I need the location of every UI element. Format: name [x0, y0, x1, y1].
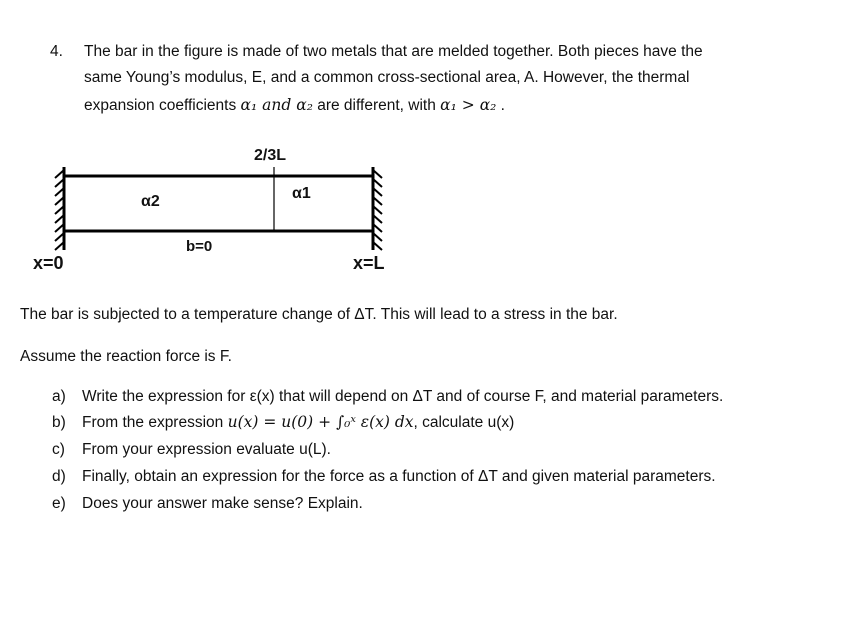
body-force-label: b=0 [186, 238, 213, 255]
question-text-post: , calculate u(x) [413, 414, 515, 431]
right-end-label: x=L [353, 253, 385, 273]
question-letter: d) [52, 468, 66, 485]
greater-than: > [456, 96, 480, 114]
left-end-label: x=0 [33, 253, 64, 273]
interface-position-label: 2/3L [254, 147, 287, 164]
problem-intro-line-3 [84, 94, 505, 117]
problem-intro-line-1: The bar in the figure is made of two metals that are melded together. Both pieces have the [84, 43, 703, 60]
right-material-label: α1 [292, 185, 311, 202]
alpha2-symbol-2: α₂ [479, 96, 497, 114]
question-letter: e) [52, 495, 66, 512]
question-letter: b) [52, 414, 66, 431]
reaction-force-assumption: Assume the reaction force is F. [20, 348, 232, 365]
question-letter: c) [52, 441, 65, 458]
left-material-label: α2 [141, 193, 160, 210]
question-text: From your expression evaluate u(L). [82, 441, 331, 458]
question-letter: a) [52, 388, 66, 405]
question-b [52, 411, 514, 434]
line-period: . [496, 97, 505, 114]
problem-intro-line-2: same Young’s modulus, E, and a common cross-sectional area, A. However, the thermal [84, 69, 690, 86]
alpha1-symbol: α₁ [240, 96, 258, 114]
alpha1-symbol-2: α₁ [440, 96, 457, 114]
intro-line-3-pre: expansion coefficients [84, 97, 241, 114]
temperature-statement: The bar is subjected to a temperature change of ΔT. This will lead to a stress in the bar. [20, 306, 618, 323]
question-text-pre: From the expression [82, 414, 228, 431]
question-c [52, 438, 331, 461]
problem-number: 4. [50, 43, 63, 60]
question-text: Does your answer make sense? Explain. [82, 495, 363, 512]
intro-line-3-mid: are different, with [312, 97, 441, 114]
alpha2-symbol: α₂ [296, 96, 313, 114]
question-text: Write the expression for ε(x) that will depend on ΔT and of course F, and material parameters. [82, 388, 724, 405]
question-d [52, 465, 716, 488]
question-e [52, 492, 363, 515]
displacement-formula: u(x) = u(0) + ∫₀ˣ ε(x) dx [227, 413, 414, 431]
and-word: and [257, 96, 297, 114]
question-list [52, 385, 852, 520]
question-text: Finally, obtain an expression for the force as a function of ΔT and given material parameters. [82, 468, 716, 485]
question-a [52, 385, 723, 408]
